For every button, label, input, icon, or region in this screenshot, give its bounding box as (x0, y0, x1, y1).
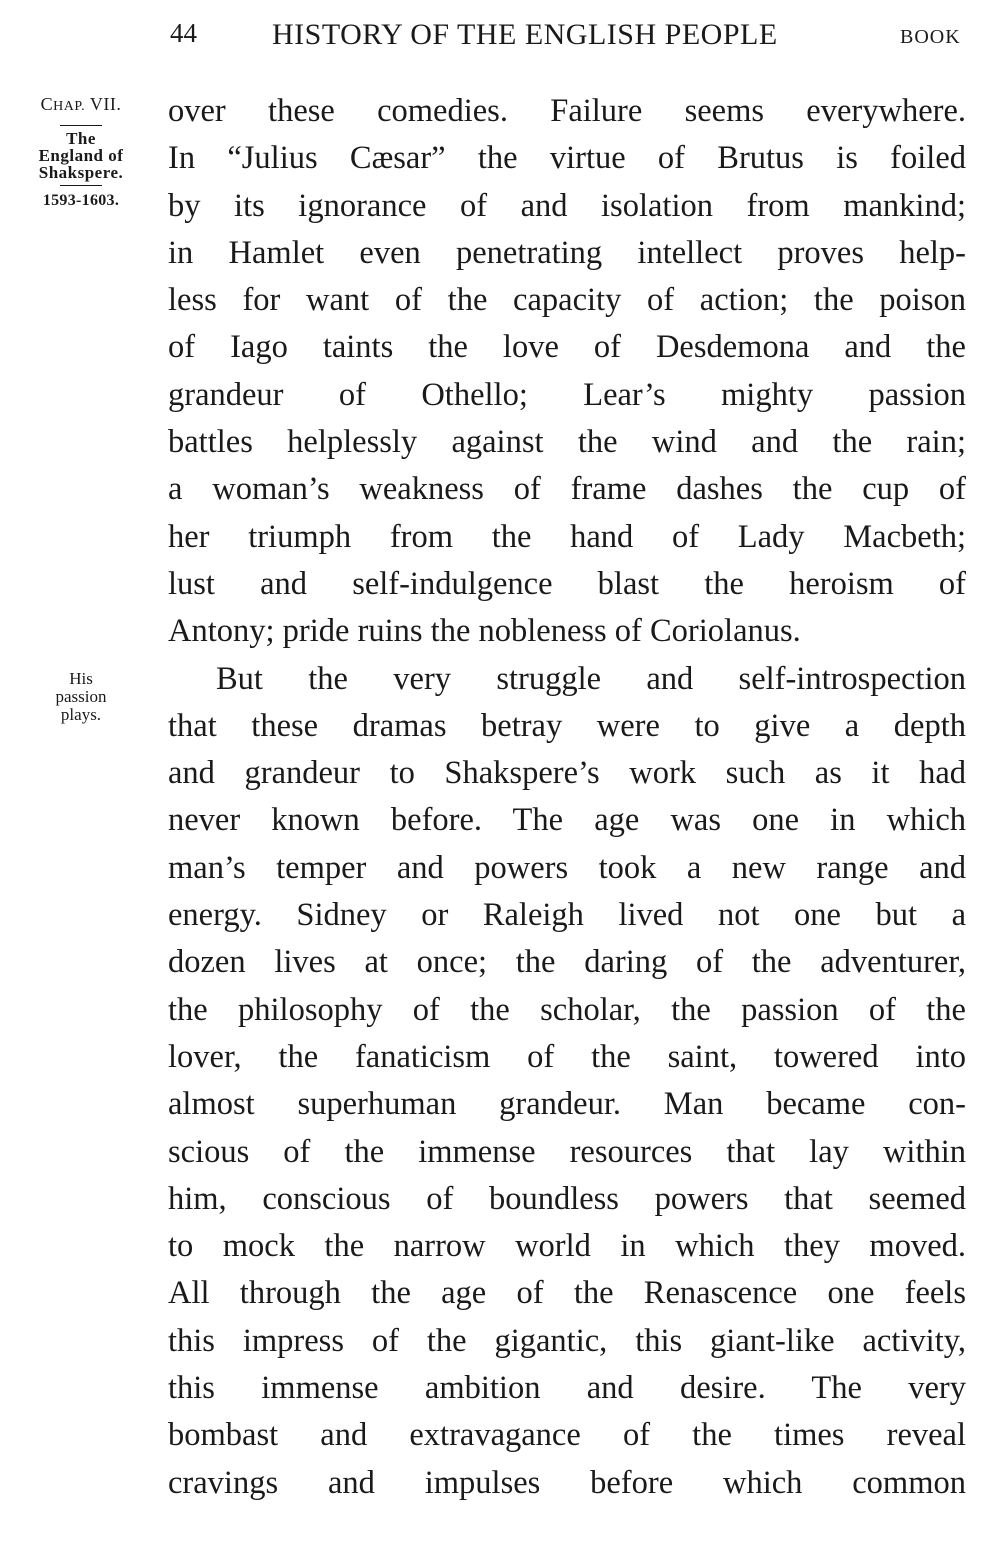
book-label: BOOK (900, 26, 961, 48)
text-line: the philosophy of the scholar, the passion of the (168, 991, 966, 1028)
margin-dates: 1593-1603. (42, 192, 120, 209)
text-line: All through the age of the Renascence one feels (168, 1275, 966, 1312)
text-line: Antony; pride ruins the nobleness of Coriolanus. (168, 613, 801, 650)
text-line: this immense ambition and desire. The very (168, 1370, 966, 1407)
text-line: scious of the immense resources that lay within (168, 1133, 966, 1170)
text-line: less for want of the capacity of action; the poison (168, 282, 966, 319)
chapter-label (8, 94, 154, 115)
text-line: lover, the fanaticism of the saint, towered into (168, 1038, 966, 1075)
chapter-smallcaps: HAP. (53, 99, 86, 114)
topic-line: England of (38, 146, 124, 165)
margin-rule (60, 125, 102, 126)
text-line: In “Julius Cæsar” the virtue of Brutus is foiled (168, 140, 966, 177)
text-line: to mock the narrow world in which they moved. (168, 1228, 966, 1265)
text-line: over these comedies. Failure seems everywhere. (168, 93, 966, 129)
chapter-prefix: C (40, 94, 54, 114)
text-line: cravings and impulses before which common (168, 1464, 966, 1501)
margin-note-passion-plays (8, 670, 154, 724)
text-line: battles helplessly against the wind and the rain; (168, 424, 966, 461)
text-line: energy. Sidney or Raleigh lived not one but a (168, 897, 966, 934)
page-number: 44 (170, 18, 197, 48)
text-line: her triumph from the hand of Lady Macbeth; (168, 518, 966, 555)
margin-note-chapter (8, 94, 154, 210)
topic-line: The (66, 129, 96, 148)
body-text (168, 88, 966, 1507)
margin-note-line: plays. (60, 705, 102, 724)
topic-line: Shakspere. (38, 163, 124, 182)
text-line: that these dramas betray were to give a depth (168, 707, 966, 744)
margin-rule (60, 185, 102, 186)
text-line: grandeur of Othello; Lear’s mighty passion (168, 376, 966, 413)
paragraph-start-line: But the very struggle and self-introspection (216, 660, 966, 697)
text-line: by its ignorance of and isolation from mankind; (168, 187, 966, 224)
chapter-number: VII. (89, 94, 122, 114)
text-line: man’s temper and powers took a new range and (168, 849, 966, 886)
text-line: never known before. The age was one in which (168, 802, 966, 839)
text-line: a woman’s weakness of frame dashes the cup of (168, 471, 966, 508)
text-line: almost superhuman grandeur. Man became con- (168, 1086, 966, 1123)
text-line: and grandeur to Shakspere’s work such as it had (168, 755, 966, 792)
running-title: HISTORY OF THE ENGLISH PEOPLE (272, 18, 778, 51)
text-line: dozen lives at once; the daring of the adventurer, (168, 944, 966, 981)
margin-note-line: His (69, 669, 93, 688)
text-line: of Iago taints the love of Desdemona and the (168, 329, 966, 366)
margin-note-line: passion (55, 687, 107, 706)
margin-topic (8, 130, 154, 181)
text-line: bombast and extravagance of the times reveal (168, 1417, 966, 1454)
text-line: him, conscious of boundless powers that seemed (168, 1180, 966, 1217)
text-line: this impress of the gigantic, this giant-like activity, (168, 1322, 966, 1359)
text-line: in Hamlet even penetrating intellect proves help- (168, 234, 966, 271)
running-header (0, 16, 1000, 58)
text-line: lust and self-indulgence blast the heroism of (168, 565, 966, 602)
